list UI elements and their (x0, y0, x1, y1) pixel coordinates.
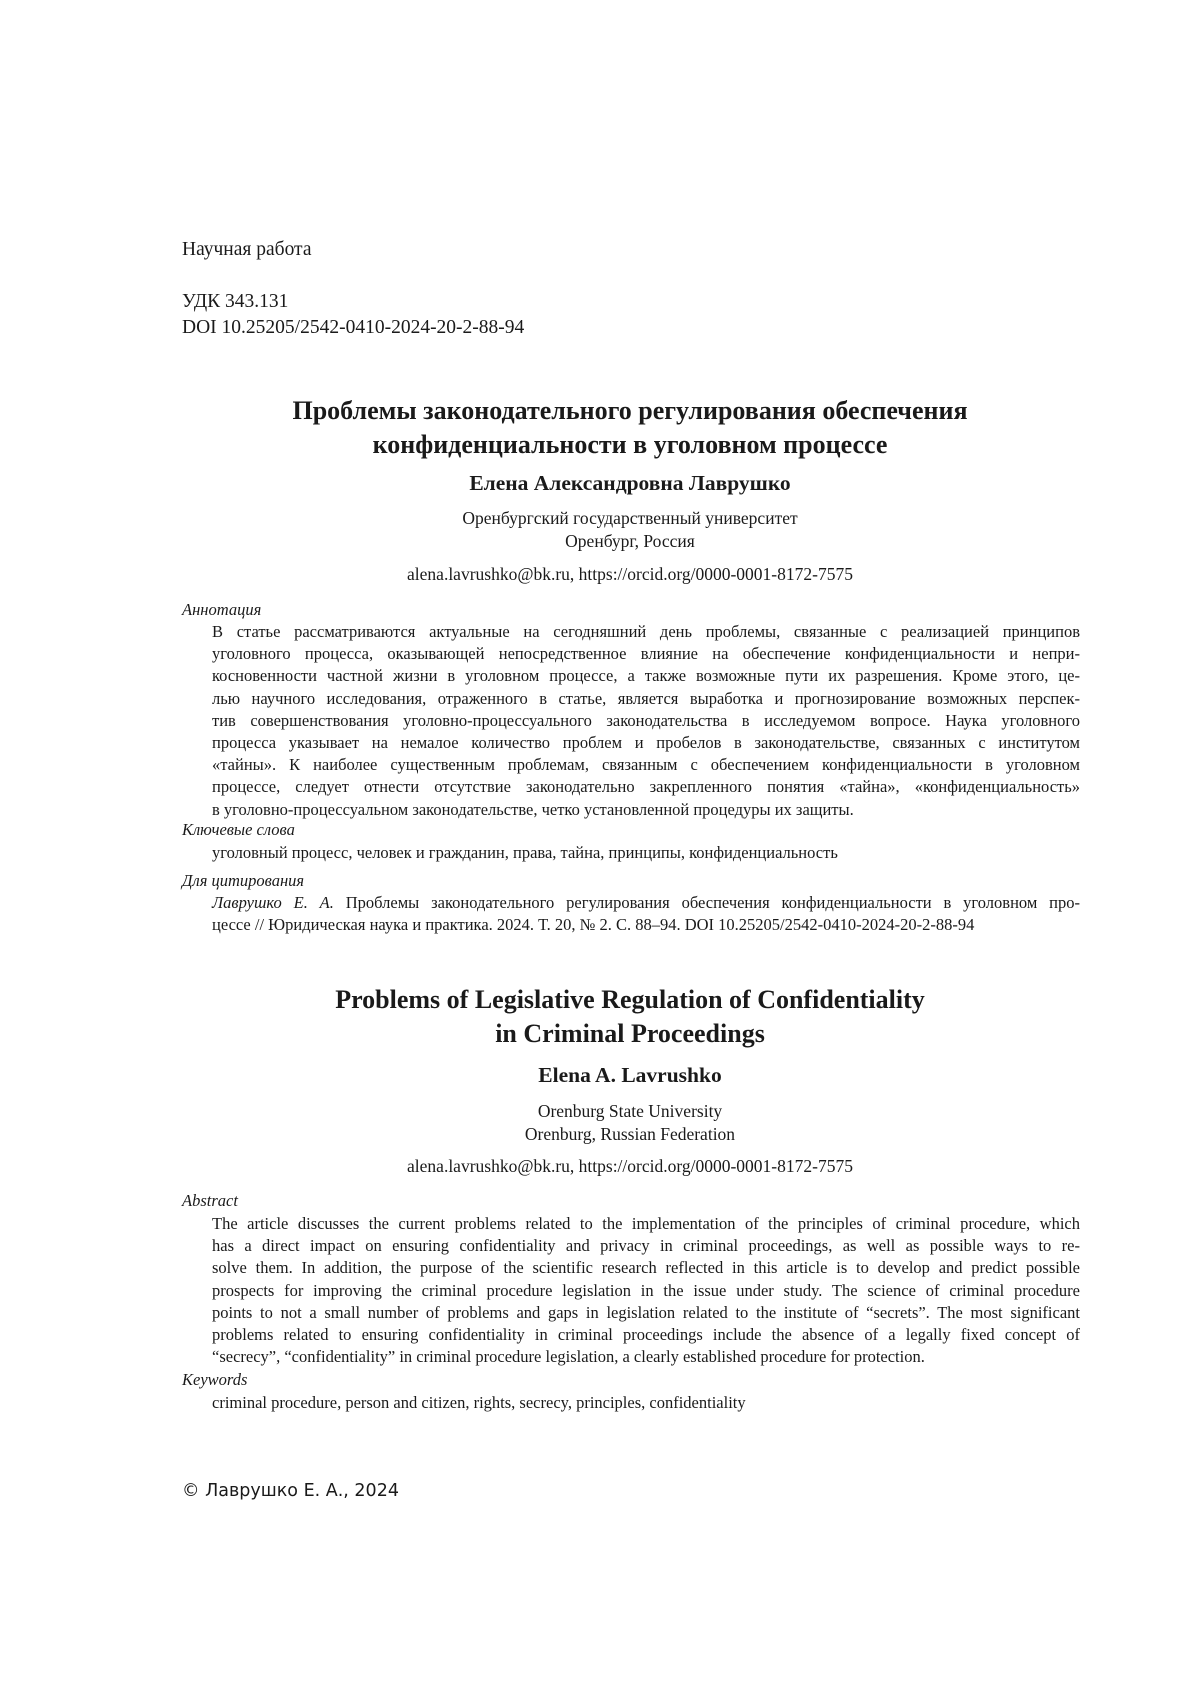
en-abstract-line: solve them. In addition, the purpose of the scientific research reflected in this article is to develop and predict possible (212, 1258, 1080, 1278)
ru-abstract-line: процессе, следует отнести отсутствие законодательно закрепленного понятия «тайна», «конфиденциальность» (212, 777, 1080, 797)
ru-abstract-line: процесса указывает на немалое количество проблем и пробелов в законодательстве, связанных с институтом (212, 733, 1080, 753)
en-affiliation (0, 1100, 1200, 1146)
en-author: Elena A. Lavrushko (538, 1063, 722, 1087)
citation-author: Лаврушко Е. А. (212, 893, 334, 912)
ru-abstract-line: лью научного исследования, отраженного в статье, является выработка и прогнозирование возможных перспек- (212, 688, 1080, 708)
en-affiliation-line-2: Orenburg, Russian Federation (524, 1124, 736, 1144)
en-title-line-2: in Criminal Proceedings (495, 1019, 765, 1048)
ru-affiliation-line-1: Оренбургский государственный университет (462, 508, 798, 528)
citation-line-1 (212, 892, 1080, 914)
ru-keywords-label: Ключевые слова (182, 820, 295, 839)
article-type: Научная работа (182, 239, 312, 260)
ru-abstract-line: в уголовно-процессуальном законодательстве, четко установленной процедуры их защиты. (212, 799, 854, 819)
ru-abstract-line: косновенности частной жизни в уголовном процессе, а также возможные пути их разрешения. Кроме этого, це- (212, 666, 1080, 686)
ru-keywords-text: уголовный процесс, человек и гражданин, права, тайна, принципы, конфиденциальность (212, 843, 838, 862)
ru-abstract-line: тив совершенствования уголовно-процессуального законодательства в исследуемом вопросе. Наука уголовного (212, 710, 1080, 730)
ru-abstract (212, 621, 1080, 821)
en-abstract-label: Abstract (182, 1191, 238, 1210)
ru-title (0, 394, 1200, 462)
en-abstract-line: prospects for improving the criminal procedure legislation in the issue under study. The science of criminal procedure (212, 1280, 1080, 1300)
ru-abstract-label: Аннотация (182, 600, 262, 619)
en-affiliation-line-1: Orenburg State University (537, 1101, 723, 1121)
en-abstract-line: points to not a small number of problems and gaps in legislation related to the institute of “secrets”. The most significant (212, 1302, 1080, 1322)
en-abstract-line: has a direct impact on ensuring confidentiality and privacy in criminal proceedings, as well as possible ways to re- (212, 1236, 1080, 1256)
ru-title-line-2: конфиденциальности в уголовном процессе (372, 430, 888, 459)
en-title (0, 983, 1200, 1051)
ru-title-line-1: Проблемы законодательного регулирования обеспечения (292, 396, 968, 425)
citation (212, 892, 1080, 936)
citation-line-2: цессе // Юридическая наука и практика. 2024. Т. 20, № 2. С. 88–94. DOI 10.25205/2542-0410-2024-20-2-88-94 (212, 915, 975, 935)
udk-code: УДК 343.131 (182, 291, 289, 312)
ru-abstract-line: «тайны». К наиболее существенным проблемам, связанным с обеспечением конфиденциальности в уголовном (212, 755, 1080, 775)
en-keywords (212, 1392, 1080, 1414)
en-keywords-text: criminal procedure, person and citizen, rights, secrecy, principles, confidentiality (212, 1393, 746, 1412)
en-keywords-label: Keywords (182, 1370, 248, 1389)
en-contact: alena.lavrushko@bk.ru, https://orcid.org/0000-0001-8172-7575 (407, 1156, 853, 1176)
ru-affiliation (0, 507, 1200, 553)
en-abstract-line: The article discusses the current problems related to the implementation of the principles of criminal procedure, which (212, 1214, 1080, 1233)
copyright: © Лаврушко Е. А., 2024 (182, 1481, 399, 1501)
ru-abstract-line: В статье рассматриваются актуальные на сегодняшний день проблемы, связанные с реализацией принципов (212, 622, 1080, 641)
doi: DOI 10.25205/2542-0410-2024-20-2-88-94 (182, 317, 525, 338)
ru-author: Елена Александровна Лаврушко (469, 471, 791, 495)
en-title-line-1: Problems of Legislative Regulation of Confidentiality (335, 985, 925, 1014)
ru-keywords (212, 842, 1080, 864)
en-abstract-line: “secrecy”, “confidentiality” in criminal procedure legislation, a clearly established procedure for protection. (212, 1347, 925, 1367)
ru-contact: alena.lavrushko@bk.ru, https://orcid.org/0000-0001-8172-7575 (407, 564, 853, 584)
en-abstract-line: problems related to ensuring confidentiality in criminal proceedings include the absence of a legally fixed concept of (212, 1325, 1080, 1345)
en-abstract (212, 1213, 1080, 1368)
citation-text-1: Проблемы законодательного регулирования обеспечения конфиденциальности в уголовном про- (333, 893, 1080, 912)
ru-affiliation-line-2: Оренбург, Россия (565, 531, 695, 551)
ru-abstract-line: уголовного процесса, оказывающей непосредственное влияние на обеспечение конфиденциальности и непри- (212, 644, 1080, 664)
citation-label: Для цитирования (182, 871, 305, 890)
